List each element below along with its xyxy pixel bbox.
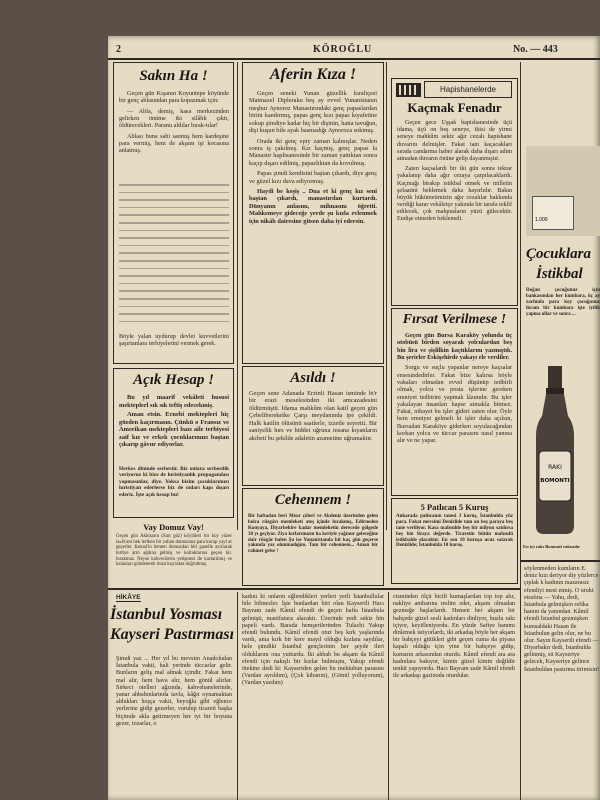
section-label: HİKÂYE <box>116 594 141 601</box>
article-body: Ankarada patlıcanın tanesi 3 kuruş, İstanbulda yüz para. Fakat mevsimi Denizlide tam on beş paraya beş tane veriliyor. Kasa mahsulde beş bir milyon satılırsa beş bin liraya değerde. Ticaretin bütün mahsulü istikbalde olacaktır. En son 10 kuruşa ucuz satarak Denizlide; İstanbulda 10 kuruş. <box>396 514 513 549</box>
article-title: Cehennem ! <box>274 492 352 508</box>
article-title: Aferin Kıza ! <box>269 66 357 83</box>
paragraph: Herkes dininde serbestir. Biz onlara serbestlik veriyoruz ki bize de hıristiyanlık propagandası yapmasınlar, diye. Yoksa bizim çocuklarımızı hıristiyan ederlerse biz de onları kapı dışarı ederiz. İşte açık hesap bu! <box>119 466 229 498</box>
article-title: Fırsat Verilmese ! <box>402 312 507 327</box>
paragraph: Bu yıl maarif vekâleti hususi mekteplerl sık sık teftiş edecekmiş. <box>119 394 229 409</box>
column-rule <box>388 592 389 800</box>
article-body: Geçen gün Akhisarın (Sarı göz) köylüleri bir koy yüzer ta»fs'ara bek lerlken bir yaban domuzuna para kurup yayl ar geçerler. Kemal'in hemen domuzdan biri gazelle ayrılarak hırtiye atrn ağdına gelmiş ve koltuklarına geçen bir. bırakmaz. Neyse kahvecilerin yetişmesi ile kurtarılmış ve kalanları göndererek imza kuyrukta doğrulmuş. <box>116 534 232 568</box>
article-title: Vay Domuz Vay! <box>143 522 204 532</box>
story-title: İstanbul Yosması <box>110 606 223 623</box>
article-conclusion: Böyle yalan uydurup devlet kuvvetlerini şaşırtanlara terbiyelerini vermek gerek. <box>119 333 229 348</box>
section-rule <box>520 560 600 562</box>
article-body <box>119 90 229 158</box>
article-body <box>249 90 377 228</box>
article-body: Bir haftadan beri Mısır çöleri ve Akdeniz üzerinden gelen bolca rüzgârı memleketi ateş içinde bırakmış, Edirneden Konyaya, Diyarbekire kadar memleketin derecede gölgede 38 yı geçiyor. Ziya kırlarımızın ha keriyle yağmur geleceğine dair rüzgâr halen Şu ise Yunanistanda bir kaç gün geçerse yakında yaz olunmadığını. Tam bir cehennem... Aman bir rahmet gelse ! <box>248 514 378 555</box>
column-rule <box>386 62 387 530</box>
article-title: Asıldı ! <box>290 370 336 386</box>
paragraph: Aman etsin. Ecnebi mektepleri hiç gözden kaçırmasın. Çünkü o Fransız ve Amerikan mektepleri bazı aile terbiyesi zaif kız ve erkek çocuklarımızı baştan çıkarıp gâvur ediyorlar. <box>119 411 229 449</box>
paragraph: Geçen gün Kışanın Koyuntepe köyünde bir genç ablasından para kopazmak için: <box>119 90 229 105</box>
paragraph: Ablası buna sahi sanmış hem kardeşine para vermiş, hem de akşam işi kocasına anlatmış. <box>119 132 229 155</box>
raki-ad <box>526 366 600 546</box>
story-column: cisminden ölçü bicili kumaşlardan top top alır, nakliye ambarına teslim eder, akşam olmadan gezmeğe başlarlardı. Hemen her akşam bir bahçede güzel sesli kadınları dinliyor, buzlu rakı içiyor, keyifleniyordu. En yüzde Safiye hanımı dinlemek istiyorlardı, iki arkadaş böyle her akşam bir bahçeyi gittikleri gibi geçen cuma da piyasa kapalı olduğu için yine bir bahçeye gidip, kumarın arkasından oturdu. Kâmil efendi ara ara kadınlara bakıyor, kimin güzel kimin değildir tenkit yapıyordu. Hacı Bayram zade Kâmil efendi ile arkadaşı gazinoda oturdular. <box>393 594 516 680</box>
article-body <box>397 120 512 227</box>
paragraph: Orada iki genç epiy zaman kalmışlar. Neden sonra iş çakılmış. Kız kaçmış, genç papas la Manastır haplisanesinde bir zaman yattıktan sonra kaçıp dışarı edilmiş, papazlıktan da kovulmuş. <box>249 137 377 167</box>
column-rule <box>237 62 238 530</box>
article-body <box>397 332 512 448</box>
article-title: Sakın Ha ! <box>139 68 208 84</box>
ad-headline: İstikbal <box>536 266 583 282</box>
article-body: Geçen sene Adanada Erzinli Hasan isminde bi'r bir erazi meselesinden iki amcazadesini öldürmüştü. İdama mahkûm olan katil geçen gün Çebelibereketke Çarşı meydanında ipe çekildi. Halk katilin ölüsünü saatlerle, izzetle seyretti. Bir saniyelik hırs ve hiddet uğruna insana kıyanların akıbeti bu şekilde adaletin azametine uğramaktır. <box>249 390 377 442</box>
bottle-label: RAKI <box>548 464 562 471</box>
section-rule <box>108 588 520 590</box>
prison-bars-icon <box>396 82 421 96</box>
ad-body: Doğan çocuğunuz için bankasından her kumbara, üç ay zarfında para koy çocuğunuz ikram bir kumbara işte iyilik yapma ollar ve sonra ... <box>526 288 600 317</box>
paragraph: Zaten kaçsalardı bir iki gün sonra tekrar yakalanıp daha ağır cezaya çarpılacaklardı. Kaçmağı birakıp istikbal otmek ve milletin şefaatini beklemek daha hayırlıdır. Bakın büyük hükümetimizin ağır cezalılar hakkında verdiği karar vekâletçe yakında bir tarafa teklif edilecek, çok mahpusların yüzü gülecektir. Endişe etmeden beklemeli. <box>397 166 512 223</box>
column-rule <box>520 62 521 800</box>
issue-number: No. — 443 <box>513 44 558 55</box>
bottle-brand: BOMONTI <box>540 478 570 484</box>
raki-bottle-icon <box>526 366 600 536</box>
paragraph: Geçen gün Bursa Karaköy yolunda üç otobüsü birden soyarak yolculardan beş bin lira ve şişlilkin kaçtıklarını yazmıştık. Bu şerirler Eskişehirde yakayı ele verdiler. <box>397 332 512 361</box>
ad-headline: Çocuklara <box>526 246 592 262</box>
paragraph: Haydi be keşiş .. Dua et ki genç kız seni baştan çıkardı, manastırdan kurtardı. Dünyanın anlasını, mihnasını öğretti. Mahkemeye gideceğe yerde şu kızla evlenmek için nikâh dairesine gitsen daha iyi edersin. <box>249 188 377 225</box>
article-title: 5 Patlıcan 5 Kuruş <box>420 502 489 512</box>
article-title: Kaçmak Fenadır <box>407 100 502 115</box>
story-column: söylenmeden kumların E. deniz kızı deriyor diy yüzlerce çıplak k kadının mazarasız efendiyi mest etmiş. O urukt etrafına — Yahu, dedi, İstanbula gelmişken refika hanım da yanından. Kâmil efendi İstanbul gezmişken kumsaldaki Hasan ile İstanbulun gelin olur, ne bu olur. Sayın Kayserili efendi — Diyarbakır dedi, İstanbulda gelinmiş, sü Kayseriye gelecek, Kayseriye gelince İstanbuldan pastırma tirimisin! <box>524 566 600 673</box>
story-column: kadını ki onların eğlendikleri yerleri yerli İstanbullular bile bilmezler. İşte bunlardan biri olan Kayserili Hacı Bayram zade Kâmil efendi de geçen hafta İstanbula gelmişti, manifatura alacaktı. Üzerinde yedi sekiz bin papeli vardı. Barada hemşerilerinden Tulachi Yakup efendi bulundu. Kâmil efendi otuz beş kırk yaşlarında vardı, ama kırk bir kere mayıl olduğu kızlara saydılar, hele şimdiki İstanbul gençlerinin her şeyde ileri olduklarını ona yutturdu. İki ahbab bu akşam da Kâmil efendi için nakışlı bir kızlar bulmuştu, Yakup efendi ötekine dedi ki: Kayseriden gelen bu mektubun parasını (Vardan ayrıldım), (Çok kibarım), (Gönül yolluyorum), (Vardan yazdım) <box>242 594 384 687</box>
savings-amount: 1.000 <box>535 217 548 223</box>
story-column: Şimdi yaz ... Her yıl bu mevsim Anadoludan İstanbula vakti, hali yerinde tüccarlar gelir. Bunların geliş mal almak içindir. Fakat hem mal alır, hem hava alır, hem gönül alırlar. Sirkeci otelleri ağzında, kahvehanelerinde, yanar ahbabınlarinda tavla, kâğıt oynamaktan aldukları hoşça vakit, beyoğlu gibi eğlence yerlerine gidip gezerler, vurulup ticareti başka biçimde akla getirmeyen her iyi bir boyuna gezer, tozarlar, o <box>116 656 232 727</box>
page-number: 2 <box>116 44 121 55</box>
masthead: KÖROĞLU <box>313 44 373 55</box>
paragraph: Geçen seneki Yunan güzellik kıraliçesi Matmazel Dipleraku beş ay evvel Yunanistanın meşhur Aynoroz Manastırındaki genç papaslardan birini kandırmış, papas genç kızı papas kıyafetine sokup şimdiye kadar hiç bir dişinin, hatta tavuğun, dişi kuşun bile ayak basmadığı Aynoroza sokmuş. <box>249 90 377 135</box>
newspaper-page <box>108 36 600 800</box>
ad-caption: En iyi rakı Bomonti rakısıdır <box>523 544 581 549</box>
paragraph: Sorgu ve suçlu yapanlar nereye kaçsalar ensesindedirler. Fakat bize kalırsa böyle vakaları olmadan evvel düşünüp tedbirli olmak, yolcu ve posta işlerine gereken emniyet tedbirini yapmak lâzımdır. Bu işler yakalayan insanları hapse atmakla bitmez. Fakat, nihayet bu işler gideri zaten olur. Öyle hem emniyet gelmeli ki işler daha açılsın, Bursadan Karaköye giderken soyulacağından korkan yolcu ve tüccar parasını nasıl yanına alır ve ne yapar. <box>397 364 512 445</box>
paragraph: Papas şimdi kendisini baştan çıkardı, diye genç ve güzel kızı dava ediyormuş. <box>249 170 377 185</box>
article-title: Açık Hesap ! <box>133 372 214 388</box>
header-rule <box>108 58 600 60</box>
paragraph: — Abla, demiş, kasa merkezinden gelirken önüme iki silâhlı çıktı, öldürecekleri. Paramı aldılar bırak-tılar! <box>119 107 229 130</box>
article-body <box>119 394 229 451</box>
paragraph: Geçen gece Uşşak hapishanesinde üçü idama, üçü on beş seneye, ikisi de yirmi seneye mahkûm sekiz ağır cezalı hapishane duvarını delmişler. Fakat tam kaçacakları sırada candarma haber alarak daha dışarı adım atmadan duvarın önüne gelip dayanmıştır. <box>397 120 512 162</box>
column-rule <box>237 592 238 800</box>
section-label: Hapishanelerde <box>424 81 512 98</box>
text-lines <box>119 184 229 328</box>
story-title: Kayseri Pastırması <box>110 626 235 643</box>
savings-card <box>532 196 574 230</box>
